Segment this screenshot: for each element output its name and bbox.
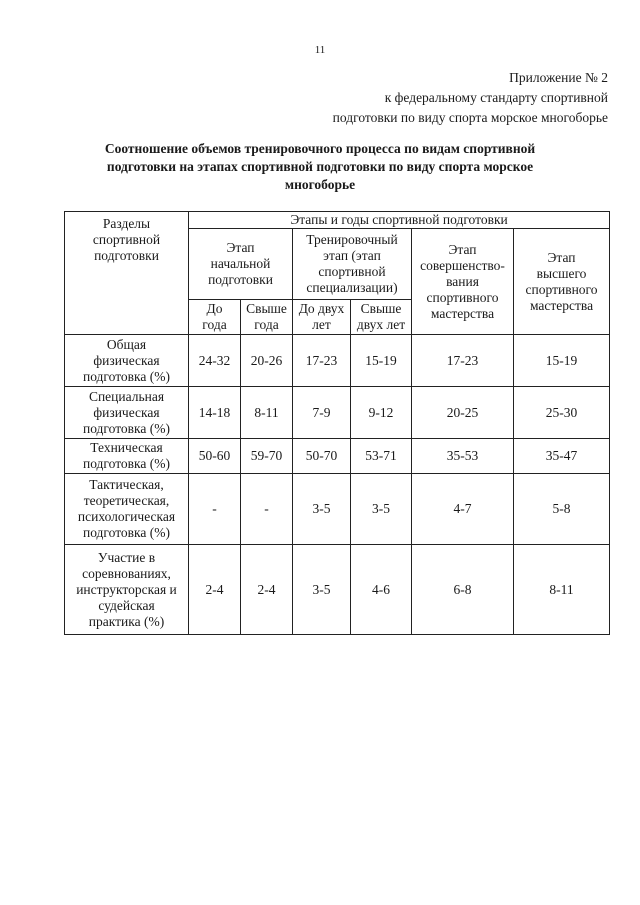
- table-row: [65, 545, 610, 635]
- table-cell: 8-11: [241, 387, 293, 439]
- page-number: 11: [314, 44, 326, 56]
- appendix-line-3: подготовки по виду спорта морское многоборье: [332, 110, 608, 125]
- table-cell: 50-60: [189, 439, 241, 474]
- table-cell: 59-70: [241, 439, 293, 474]
- document-title: [80, 140, 560, 194]
- table-cell: 2-4: [189, 545, 241, 635]
- title-line-3: многоборье: [284, 177, 356, 192]
- table-cell: 8-11: [514, 545, 610, 635]
- table-body: [65, 335, 610, 635]
- appendix-line-1: Приложение № 2: [509, 70, 608, 85]
- table-cell: 15-19: [351, 335, 412, 387]
- stage-header-initial: Этап начальной подготовки: [189, 229, 293, 300]
- row-label: Техническая подготовка (%): [65, 439, 189, 474]
- table-row: [65, 474, 610, 545]
- table-cell: 17-23: [412, 335, 514, 387]
- subheader-up-to-year: До года: [189, 300, 241, 335]
- table-cell: 50-70: [293, 439, 351, 474]
- table-cell: 35-53: [412, 439, 514, 474]
- stage-header-training: Тренировочный этап (этап спортивной специализации): [293, 229, 412, 300]
- stage-header-improvement: Этап совершенство- вания спортивного мастерства: [412, 229, 514, 335]
- table-cell: 4-6: [351, 545, 412, 635]
- training-ratio-table: [64, 211, 610, 635]
- table-cell: 2-4: [241, 545, 293, 635]
- subheader-up-to-two-years: До двух лет: [293, 300, 351, 335]
- table-cell: 3-5: [351, 474, 412, 545]
- table-cell: 15-19: [514, 335, 610, 387]
- appendix-header: [333, 68, 608, 128]
- table-row: [65, 335, 610, 387]
- table-cell: 14-18: [189, 387, 241, 439]
- title-line-2: подготовки на этапах спортивной подготовки по виду спорта морское: [106, 159, 534, 174]
- table-cell: 17-23: [293, 335, 351, 387]
- row-label: Тактическая, теоретическая, психологическая подготовка (%): [65, 474, 189, 545]
- table-cell: 7-9: [293, 387, 351, 439]
- table-cell: 3-5: [293, 545, 351, 635]
- table-cell: 5-8: [514, 474, 610, 545]
- table-cell: 25-30: [514, 387, 610, 439]
- table-cell: 20-25: [412, 387, 514, 439]
- table-cell: 3-5: [293, 474, 351, 545]
- subheader-over-year: Свыше года: [241, 300, 293, 335]
- table-cell: 9-12: [351, 387, 412, 439]
- appendix-line-2: к федеральному стандарту спортивной: [384, 90, 608, 105]
- table-cell: 4-7: [412, 474, 514, 545]
- table-cell: 6-8: [412, 545, 514, 635]
- table-cell: 35-47: [514, 439, 610, 474]
- stage-header-higher-mastery: Этап высшего спортивного мастерства: [514, 229, 610, 335]
- subheader-over-two-years: Свыше двух лет: [351, 300, 412, 335]
- row-label: Общая физическая подготовка (%): [65, 335, 189, 387]
- sections-header: Разделы спортивной подготовки: [65, 212, 189, 335]
- row-label: Специальная физическая подготовка (%): [65, 387, 189, 439]
- table-cell: -: [241, 474, 293, 545]
- table-cell: 20-26: [241, 335, 293, 387]
- row-label: Участие в соревнованиях, инструкторская и судейская практика (%): [65, 545, 189, 635]
- table-row: [65, 439, 610, 474]
- table-cell: 53-71: [351, 439, 412, 474]
- stages-group-header: Этапы и годы спортивной подготовки: [189, 212, 610, 229]
- table-cell: 24-32: [189, 335, 241, 387]
- title-line-1: Соотношение объемов тренировочного процесса по видам спортивной: [104, 141, 536, 156]
- table-cell: -: [189, 474, 241, 545]
- table-row: [65, 387, 610, 439]
